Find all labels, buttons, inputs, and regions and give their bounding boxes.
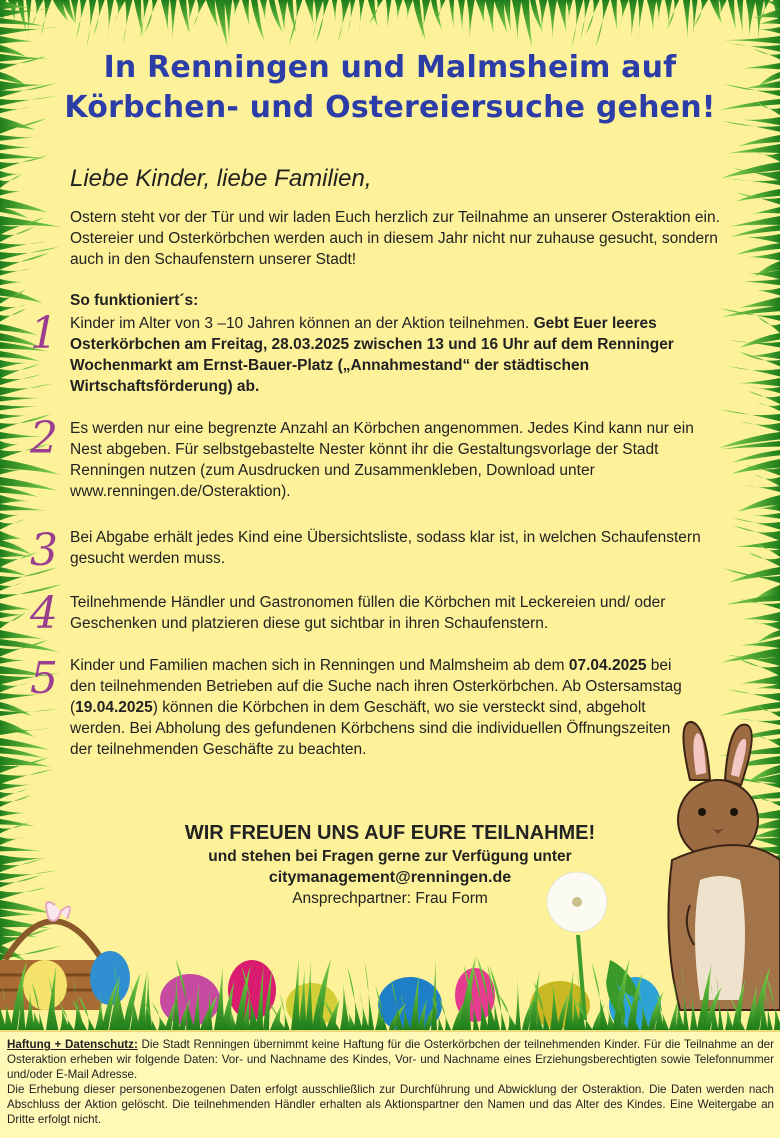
grass-blade (338, 0, 350, 43)
grass-blade (32, 0, 44, 27)
grass-blade (0, 657, 27, 664)
grass-blade (0, 441, 23, 450)
grass-blade (0, 414, 33, 419)
step-number-1: 1 (30, 308, 58, 359)
grass-blade (358, 0, 364, 34)
grass-blade (739, 639, 780, 648)
grass-blade (730, 225, 780, 237)
grass-blade (0, 383, 53, 395)
grass-blade (0, 304, 28, 311)
grass-blade (740, 675, 780, 685)
grass-blade (0, 836, 26, 844)
top-grass (0, 0, 780, 48)
grass-blade (348, 0, 355, 34)
grass-blade (746, 252, 780, 261)
grass-blade (732, 525, 780, 541)
step-5-text-b: bei den teilnehmenden Betrieben auf die Suche nach ihren Osterkörbchen. Ab Ostersamstag ( (70, 657, 682, 716)
grass-blade (730, 216, 780, 227)
grass-blade (735, 243, 780, 255)
grass-blade (332, 0, 337, 22)
grass-blade (719, 702, 780, 716)
grass-blade (748, 513, 780, 519)
grass-blade (728, 179, 780, 186)
grass-blade (756, 735, 780, 747)
intro-paragraph: Ostern steht vor der Tür und wir laden Euch herzlich zur Teilnahme an unserer Osteraktion ein. Ostereier und Osterkörbchen werden auch in diesem Jahr nicht nur zuhause gesucht, sondern auch in den Schaufenstern unserer Stadt! (70, 209, 720, 268)
grass-blade (737, 0, 743, 34)
grass-blade (757, 402, 780, 411)
step-5-text (70, 655, 690, 760)
grass-blade (0, 531, 22, 541)
grass-blade (0, 819, 36, 827)
grass-blade (0, 783, 41, 790)
grass-blade (431, 0, 442, 30)
grass-blade (739, 297, 780, 308)
grass-blade (0, 769, 53, 784)
grass-blade (739, 421, 780, 431)
grass-blade (611, 0, 617, 31)
grass-blade (0, 513, 26, 520)
footer-paragraph-1 (7, 1037, 774, 1082)
grass-blade (566, 0, 573, 21)
grass-blade (0, 583, 23, 591)
call-to-action (100, 820, 680, 909)
grass-blade (123, 0, 132, 45)
contact-email[interactable]: citymanagement@renningen.de (268, 869, 512, 886)
grass-blade (665, 0, 672, 27)
grass-blade (0, 612, 27, 618)
grass-blade (596, 0, 610, 47)
left-grass (0, 0, 62, 1007)
grass-blade (0, 486, 39, 497)
grass-blade (41, 0, 52, 36)
grass-blade (548, 0, 557, 41)
grass-blade (0, 27, 60, 35)
footer-paragraph-2: Die Erhebung dieser personenbezogenen Daten erfolgt ausschließlich zur Durchführung und Abwicklung der Osteraktion. Die Daten werden nach Abschluss der Aktion gelöscht. Die teilnehmenden Händler erhalten als Aktionspartner den Namen und das Alter des Kindes. Eine Weitergabe an Dritte erfolgt nicht. (7, 1083, 774, 1126)
grass-blade (736, 378, 780, 386)
grass-blade (0, 216, 62, 227)
grass-blade (0, 887, 47, 899)
page-title (0, 48, 780, 128)
title-line-2: Körbchen- und Ostereiersuche gehen! (64, 90, 716, 125)
grass-blade (0, 396, 51, 402)
grass-blade (733, 540, 780, 549)
grass-blade (0, 810, 29, 816)
grass-blade (94, 0, 105, 35)
grass-blade (727, 689, 780, 701)
grass-blade (170, 0, 177, 47)
grass-blade (107, 0, 114, 42)
grass-blade (278, 0, 287, 33)
step-number-4: 4 (30, 588, 58, 639)
grass-blade (656, 0, 662, 22)
grass-blade (752, 207, 780, 214)
grass-blade (753, 27, 780, 34)
grass-blade (746, 0, 756, 45)
grass-blade (340, 975, 350, 1030)
grass-blade (647, 0, 656, 32)
step-number-3: 3 (30, 525, 58, 576)
grass-blade (186, 0, 195, 33)
grass-blade (728, 0, 736, 30)
title-line-1: In Renningen und Malmsheim auf (103, 50, 677, 85)
step-1-text-bold: Gebt Euer leeres Osterkörbchen am Freitag, 28.03.2025 zwischen 13 und 16 Uhr auf dem Renninger Wochenmarkt am Ernst-Bauer-Platz („Annahmestand“ der städtischen Wirtschaftsförderung) ab. (70, 315, 674, 395)
grass-blade (629, 0, 637, 45)
grass-blade (0, 495, 29, 504)
grass-blade (572, 0, 584, 48)
grass-blade (0, 241, 47, 250)
cta-headline: WIR FREUEN UNS AUF EURE TEILNAHME! (184, 822, 596, 844)
grass-blade (421, 0, 430, 40)
grass-blade (722, 36, 780, 44)
grass-blade (744, 485, 780, 492)
grass-blade (752, 621, 780, 630)
grass-blade (754, 474, 780, 486)
step-1-text (70, 313, 730, 397)
grass-blade (467, 0, 475, 45)
grass-blade (0, 846, 42, 851)
grass-blade (0, 374, 42, 385)
step-5-text-c: ) können die Körbchen in dem Geschäft, wo sie versteckt sind, abgeholt werden. Bei Abholung des gefundenen Körbchens sind die individuellen Öffnungszeiten der teilnehmenden Geschäfte zu beachten. (70, 699, 671, 758)
step-3-text: Bei Abgabe erhält jedes Kind eine Übersichtsliste, sodass klar ist, in welchen Schaufenstern gesucht werden muss. (70, 529, 701, 567)
grass-blade (0, 171, 22, 178)
grass-blade (161, 0, 169, 32)
grass-blade (733, 279, 780, 285)
footer-disclaimer (0, 1030, 780, 1138)
grass-blade (193, 0, 205, 27)
grass-blade (233, 0, 240, 21)
grass-blade (0, 135, 41, 141)
grass-blade (755, 684, 780, 689)
grass-blade (305, 0, 314, 24)
grass-blade (404, 0, 413, 20)
grass-blade (287, 0, 296, 33)
grass-blade (0, 36, 35, 44)
grass-blade (476, 0, 485, 23)
grass-blade (0, 567, 27, 576)
grass-blade (360, 992, 370, 1030)
grass-blade (521, 0, 532, 48)
step-5-date-pickup: 19.04.2025 (75, 699, 153, 716)
grass-blade (313, 0, 324, 38)
grass-blade (0, 189, 26, 196)
grass-blade (368, 0, 378, 26)
grass-blade (498, 994, 518, 1030)
grass-blade (754, 151, 780, 161)
grass-blade (725, 594, 780, 605)
contact-person: Ansprechpartner: Frau Form (292, 890, 488, 907)
grass-blade (0, 504, 46, 511)
how-it-works-heading: So funktioniert´s: (70, 292, 199, 309)
grass-blade (727, 366, 780, 376)
grass-blade (592, 962, 609, 1030)
grass-blade (260, 0, 267, 20)
grass-blade (727, 144, 780, 153)
bunny-icon (668, 722, 780, 1010)
grass-blade (580, 0, 590, 39)
grass-blade (0, 279, 24, 285)
footer-label: Haftung + Datenschutz: (7, 1038, 138, 1051)
grass-blade (134, 0, 143, 37)
grass-blade (557, 0, 567, 32)
grass-blade (751, 288, 780, 295)
grass-blade (0, 683, 29, 692)
grass-blade (741, 612, 780, 621)
grass-blade (0, 603, 31, 611)
grass-blade (620, 0, 629, 27)
grass-blade (179, 0, 190, 34)
cta-sub: und stehen bei Fragen gerne zur Verfügung unter (208, 848, 572, 865)
step-number-5: 5 (30, 653, 58, 704)
grass-blade (0, 519, 26, 530)
egg-icon (90, 951, 130, 1005)
grass-blade (87, 0, 96, 48)
grass-blade (0, 268, 32, 275)
grass-blade (242, 0, 250, 26)
grass-blade (539, 0, 547, 36)
grass-blade (748, 391, 780, 404)
greeting: Liebe Kinder, liebe Familien, (70, 165, 372, 192)
grass-blade (0, 756, 52, 767)
grass-blade (683, 0, 690, 41)
grass-blade (749, 387, 780, 393)
step-5-text-a: Kinder und Familien machen sich in Renningen und Malmsheim ab dem (70, 657, 569, 674)
grass-blade (115, 0, 126, 22)
step-4-text: Teilnehmende Händler und Gastronomen füllen die Körbchen mit Leckereien und/ oder Geschenken und platzieren diese gut sichtbar in ihren Schaufenstern. (70, 594, 666, 632)
grass-blade (0, 720, 35, 737)
grass-blade (0, 360, 32, 368)
footer-text-1: Die Stadt Renningen übernimmt keine Haftung für die Osterkörbchen der teilnehmenden Kinder. Für die Teilnahme an der Osteraktion erheben wir folgende Daten: Vor- und Nachname des Kindes, Vor- und Nachname eines Erziehungsberechtigten sowie Telefonnummer und/oder E-Mail Adresse. (7, 1038, 774, 1081)
grass-blade (0, 247, 60, 260)
grass-blade (738, 135, 780, 146)
grass-blade (0, 144, 34, 150)
grass-blade (738, 234, 780, 243)
grass-blade (515, 976, 521, 1030)
grass-blade (458, 0, 465, 32)
grass-blade (0, 405, 52, 410)
grass-blade (386, 0, 391, 37)
grass-blade (485, 0, 495, 34)
grass-blade (512, 0, 522, 42)
step-2-text: Es werden nur eine begrenzte Anzahl an Körbchen angenommen. Jedes Kind kann nur ein Nest abgeben. Für selbstgebastelte Nester könnt ihr die Gestaltungsvorlage der Stadt Renningen nutzen (zum Ausdrucken und Zusammenkleben, Download unter www.renningen.de/Osteraktion). (70, 420, 694, 500)
step-1-text-plain: Kinder im Alter von 3 –10 Jahren können an der Aktion teilnehmen. (70, 315, 534, 332)
grass-blade (748, 552, 780, 566)
grass-blade (0, 288, 43, 303)
grass-blade (17, 0, 26, 32)
grass-blade (669, 999, 678, 1030)
grass-blade (26, 0, 31, 38)
grass-blade (746, 351, 780, 359)
grass-blade (449, 0, 454, 29)
grass-blade (638, 0, 644, 43)
step-number-2: 2 (30, 413, 58, 464)
grass-blade (395, 0, 402, 23)
grass-blade (76, 0, 86, 39)
step-5-date-start: 07.04.2025 (568, 657, 647, 674)
grass-blade (0, 747, 44, 758)
